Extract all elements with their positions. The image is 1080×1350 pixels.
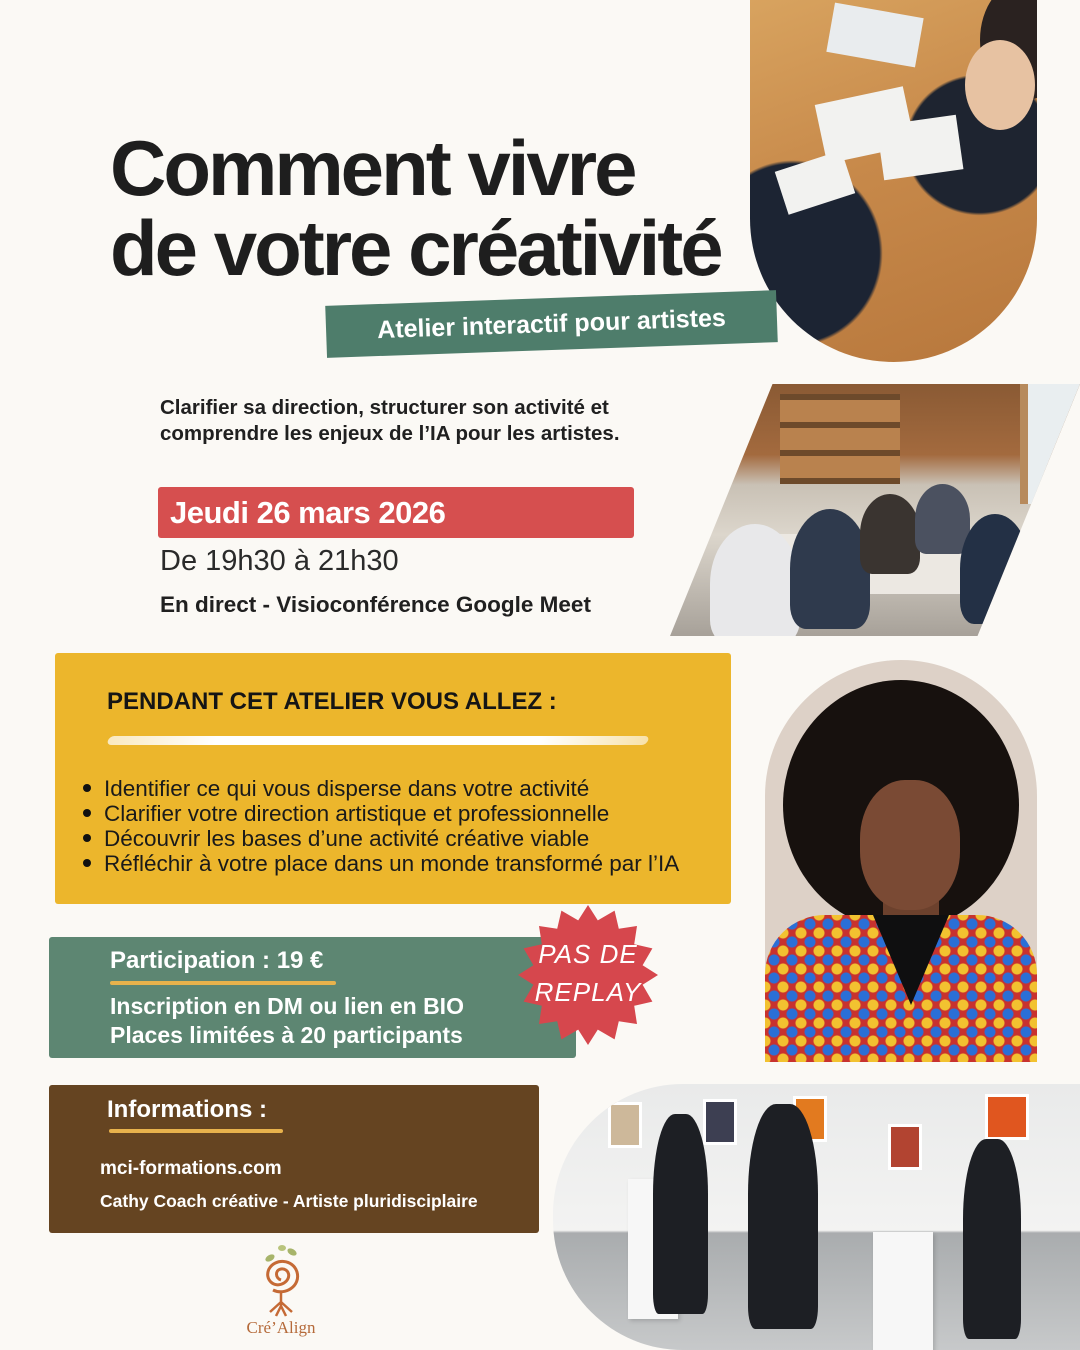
exhibition-photo [553, 1084, 1080, 1350]
bullet-icon [83, 859, 91, 867]
informations-label: Informations : [107, 1096, 267, 1123]
list-item [83, 851, 679, 876]
subtitle-tag [325, 290, 778, 358]
classroom-photo [670, 384, 1080, 636]
bullet-icon [83, 809, 91, 817]
intro-line-1: Clarifier sa direction, structurer son activité et [160, 396, 609, 419]
bullet-icon [83, 784, 91, 792]
informations-underline [109, 1129, 283, 1133]
spiral-tree-icon [236, 1240, 326, 1318]
title-line-2: de votre créativité [110, 204, 721, 292]
heading-underline [106, 736, 649, 745]
participation-price: Participation : 19 € [110, 947, 324, 974]
list-item [83, 776, 679, 801]
workshop-goals-box [55, 653, 731, 904]
informations-box [49, 1085, 539, 1233]
price-underline [110, 981, 336, 985]
title-line-1: Comment vivre [110, 124, 635, 212]
subtitle-tag-label: Atelier interactif pour artistes [376, 303, 727, 344]
page-title [110, 124, 830, 292]
goal-text: Réfléchir à votre place dans un monde transformé par l’IA [104, 851, 680, 876]
registration-text: Inscription en DM ou lien en BIO [110, 993, 464, 1019]
intro-text [160, 395, 720, 447]
badge-line-1: PAS DE [538, 939, 638, 969]
goal-text: Identifier ce qui vous disperse dans votre activité [104, 776, 590, 801]
brand-logo-text: Cré’Align [246, 1318, 316, 1337]
goal-text: Découvrir les bases d’une activité créative viable [104, 826, 590, 851]
workshop-goals-list [83, 776, 679, 876]
brand-logo [236, 1240, 326, 1340]
coach-portrait-photo [765, 660, 1037, 1062]
website-link[interactable]: mci-formations.com [100, 1158, 282, 1179]
author-text: Cathy Coach créative - Artiste pluridisciplaire [100, 1191, 478, 1211]
date-banner [158, 487, 634, 538]
badge-line-2: REPLAY [534, 977, 642, 1007]
event-time: De 19h30 à 21h30 [160, 545, 399, 577]
intro-line-2: comprendre les enjeux de l’IA pour les artistes. [160, 422, 620, 445]
event-mode: En direct - Visioconférence Google Meet [160, 592, 591, 617]
places-text: Places limitées à 20 participants [110, 1022, 463, 1048]
list-item [83, 826, 679, 851]
goal-text: Clarifier votre direction artistique et professionnelle [104, 801, 610, 826]
participation-box [49, 937, 576, 1058]
list-item [83, 801, 679, 826]
participation-info [110, 992, 464, 1050]
event-date: Jeudi 26 mars 2026 [170, 494, 446, 530]
no-replay-badge-text [518, 935, 658, 1011]
bullet-icon [83, 834, 91, 842]
workshop-goals-heading: PENDANT CET ATELIER VOUS ALLEZ : [107, 688, 557, 715]
